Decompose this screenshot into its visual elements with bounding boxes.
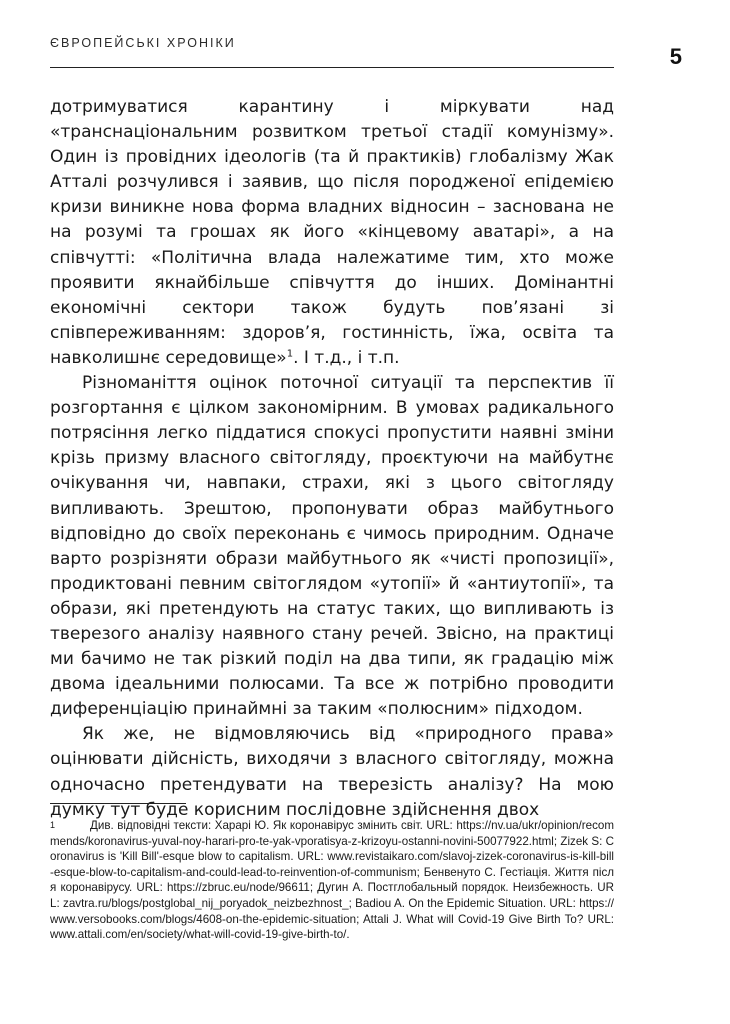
paragraph-2: Різноманіття оцінок поточної ситуації та перспектив її розгортання є цілком закономірним. В умовах радикального потрясіння легко піддатися спокусі пропустити наявні зміни крізь призму власного світогляду, проєктуючи на майбутнє очікування чи, навпаки, страхи, які з цього світогляду випливають. Зрештою, пропонувати образ майбутнього відповідно до своїх переконань є чимось природним. Одначе варто розрізняти образи майбутнього як «чисті пропозиції», продиктовані певним світоглядом «утопії» й «антиутопії», та образи, які претендують на статус таких, що випливають із тверезого аналізу наявного стану речей. Звісно, на практиці ми бачимо не так різкий поділ на два типи, як градацію між двома ідеальними полюсами. Та все ж потрібно проводити диференціацію принаймні за таким «полюсним» підходом. [50, 373, 614, 720]
page-number: 5 [669, 44, 682, 69]
running-head: ЄВРОПЕЙСЬКІ ХРОНІКИ [50, 36, 236, 50]
paragraph-1-text: дотримуватися карантину і міркувати над «транснаціональним розвитком третьої стадії комунізму». Один із провідних ідеологів (та й практиків) глобалізму Жак Атталі розчулився і заявив, що після породженої епідемією кризи виникне нова форма владних відносин – заснована не на розумі та грошах як його «кінцевому аватарі», а на співчутті: «Політична влада належатиме тим, хто може проявити якнайбільше співчуття до інших. Домінантні економічні сектори також будуть пов’язані зі співпереживанням: здоров’я, гостинність, їжа, освіта та навколишнє середовище» [50, 97, 614, 368]
paragraph-1 [50, 95, 614, 371]
footnote [50, 818, 614, 943]
paragraph-1-tail: . І т.д., і т.п. [293, 347, 400, 368]
body-text [50, 95, 614, 823]
footnote-text: Див. відповідні тексти: Харарі Ю. Як коронавірус змінить світ. URL: https://nv.ua/ukr/opinion/recommends/koronavirus-yuval-noy-harari-pro-te-yak-vporatisya-z-krizoyu-ostanni-novini-50077922.html; Zizek S: Coronavirus is 'Kill Bill'-esque blow to capitalism. URL: www.revistaikaro.com/slavoj-zizek-coronavirus-is-kill-bill-esque-blow-to-capitalism-and-could-lead-to-reinvention-of-communism; Бенвенуто С. Гестіація. Життя після коронавірусу. URL: https://zbruc.eu/node/96611; Дугин А. Постглобальный порядок. Неизбежность. URL: zavtra.ru/blogs/postglobal_nij_poryadok_neizbezhnost_; Badiou A. On the Epidemic Situation. URL: https://www.versobooks.com/blogs/4608-on-the-epidemic-situation; Attali J. What will Covid-19 Give Birth To? URL: www.attali.com/en/society/what-will-covid-19-give-birth-to/. [50, 819, 614, 942]
page-header [50, 34, 682, 74]
header-rule [50, 67, 614, 68]
footnote-rule [50, 803, 186, 804]
footnote-mark: 1 [50, 820, 56, 830]
footnote-reference[interactable]: 1 [286, 348, 294, 360]
paragraph-3: Як же, не відмовляючись від «природного права» оцінювати дійсність, виходячи з власного світогляду, можна одночасно претендувати на тверезість аналізу? На мою думку тут буде корисним послідовне здійснення двох [50, 724, 614, 820]
